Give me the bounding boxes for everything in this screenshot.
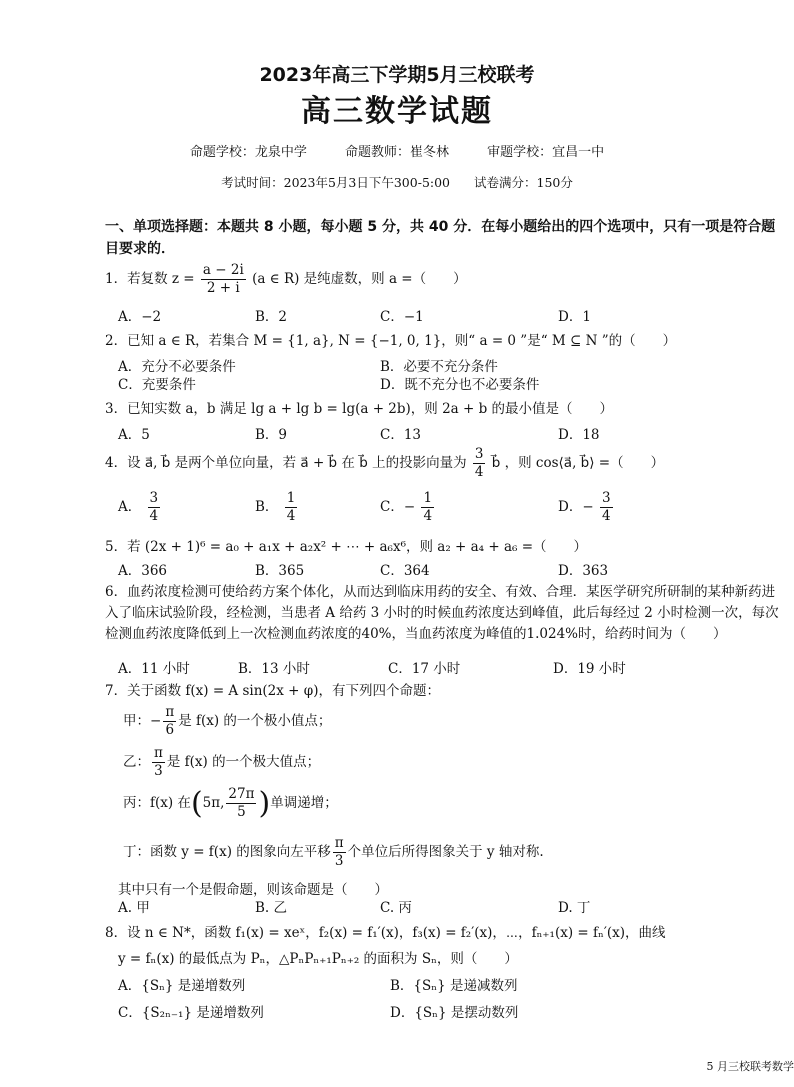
question-2: 2．已知 a ∈ R，若集合 M = {1, a}, N = {−1, 0, 1}，则“ a = 0 ”是“ M ⊆ N ”的（ ） xyxy=(105,333,677,349)
q5-option-a: A．366 xyxy=(118,563,168,579)
q4-b-fraction xyxy=(285,490,298,525)
q5-option-b: B．365 xyxy=(255,563,305,579)
q4-a-den: 4 xyxy=(149,508,159,524)
q1-pre: 1．若复数 z = xyxy=(105,271,195,287)
q7-bing-post: 单调递增； xyxy=(270,795,338,811)
q7-bing-a: 5π, xyxy=(202,795,225,811)
q7-jia-fraction xyxy=(163,704,176,739)
question-7: 7．关于函数 f(x) = A sin(2x + φ)，有下列四个命题： xyxy=(105,683,440,699)
q1-fraction xyxy=(201,262,246,297)
q7-ding-pre: 丁：函数 y = f(x) 的图象向左平移 xyxy=(123,844,331,860)
meta-review-school: 审题学校：宜昌一中 xyxy=(487,145,605,160)
q7-bing-pre: 丙：f(x) 在 xyxy=(123,795,191,811)
q4-d-label: D． xyxy=(558,499,583,515)
q4-post: b⃗ ，则 cos⟨a⃗, b⃗⟩ =（ ） xyxy=(491,455,665,471)
q7-ding-post: 个单位后所得图象关于 y 轴对称. xyxy=(347,844,544,860)
q4-denominator: 4 xyxy=(474,464,484,480)
exam-title: 高三数学试题 xyxy=(301,94,493,129)
meta-setter-school: 命题学校：龙泉中学 xyxy=(189,145,307,160)
q7-jia-post: 是 f(x) 的一个极小值点； xyxy=(178,713,332,729)
q8-option-d: D．{Sₙ} 是摆动数列 xyxy=(390,1005,519,1021)
q6-option-a: A．11 小时 xyxy=(118,661,190,677)
q7-proposition-bing xyxy=(123,786,338,821)
section-heading: 一、单项选择题：本题共 8 小题，每小题 5 分，共 40 分．在每小题给出的四个选项中，只有一项是符合题目要求的． xyxy=(105,219,776,257)
q7-bing-num: 27π xyxy=(228,786,255,802)
q4-a-fraction xyxy=(148,490,161,525)
q4-c-den: 4 xyxy=(423,508,433,524)
q1-denominator: 2 + i xyxy=(206,280,240,296)
question-1 xyxy=(105,262,785,297)
q7-option-a: A. 甲 xyxy=(118,900,150,916)
question-3: 3．已知实数 a，b 满足 lg a + lg b = lg(a + 2b)，则 2a + b 的最小值是（ ） xyxy=(105,401,614,417)
q4-a-num: 3 xyxy=(149,490,159,506)
q4-c-label: C． xyxy=(380,499,404,515)
question-4 xyxy=(105,446,785,481)
q7-yi-post: 是 f(x) 的一个极大值点； xyxy=(166,754,321,770)
q4-b-label: B． xyxy=(255,499,279,515)
q1-option-d: D．1 xyxy=(558,309,591,325)
q7-bing-lparen: ( xyxy=(190,786,203,821)
q2-option-c: C．充要条件 xyxy=(118,377,196,393)
q1-post: (a ∈ R) 是纯虚数，则 a =（ ） xyxy=(252,271,467,287)
question-8-line2: y = fₙ(x) 的最低点为 Pₙ，△PₙPₙ₊₁Pₙ₊₂ 的面积为 Sₙ，则（ ） xyxy=(118,951,518,967)
exam-meta xyxy=(0,141,794,160)
q8-option-a: A．{Sₙ} 是递增数列 xyxy=(118,978,246,994)
q8-option-b: B．{Sₙ} 是递减数列 xyxy=(390,978,518,994)
page-footer: 5 月三校联考数学 xyxy=(706,1060,794,1073)
q7-ding-num: π xyxy=(334,835,344,851)
q4-option-c xyxy=(380,490,436,525)
q4-c-fraction xyxy=(421,490,434,525)
q7-proposition-ding xyxy=(123,835,544,870)
q4-a-label: A． xyxy=(118,499,142,515)
q4-d-num: 3 xyxy=(601,490,611,506)
q2-option-a: A．充分不必要条件 xyxy=(118,359,236,375)
q7-yi-fraction xyxy=(152,745,165,780)
exam-time-line xyxy=(0,173,794,191)
q7-proposition-yi xyxy=(123,745,320,780)
q7-ding-fraction xyxy=(333,835,346,870)
q1-numerator: a − 2i xyxy=(202,262,244,278)
q3-option-c: C．13 xyxy=(380,427,422,443)
q7-option-c: C. 丙 xyxy=(380,900,412,916)
q2-option-b: B．必要不充分条件 xyxy=(380,359,498,375)
full-score: 试卷满分：150分 xyxy=(474,175,573,190)
exam-subtitle: 2023年高三下学期5月三校联考 xyxy=(259,64,535,86)
q4-d-den: 4 xyxy=(601,508,611,524)
q4-d-fraction xyxy=(600,490,613,525)
q3-option-b: B．9 xyxy=(255,427,288,443)
q7-yi-den: 3 xyxy=(154,763,163,779)
q7-jia-num: π xyxy=(165,704,175,720)
q7-jia-den: 6 xyxy=(165,722,175,738)
q7-ask: 其中只有一个是假命题，则该命题是（ ） xyxy=(118,882,388,898)
q4-numerator: 3 xyxy=(474,446,484,462)
meta-teacher: 命题教师：崔冬林 xyxy=(344,145,449,160)
question-5: 5．若 (2x + 1)⁶ = a₀ + a₁x + a₂x² + ⋯ + a₆x⁶，则 a₂ + a₄ + a₆ =（ ） xyxy=(105,539,588,555)
q4-b-num: 1 xyxy=(286,490,296,506)
q4-pre: 4．设 a⃗, b⃗ 是两个单位向量，若 a⃗ + b⃗ 在 b⃗ 上的投影向量为 xyxy=(105,455,467,471)
q4-option-a xyxy=(118,490,162,525)
exam-time: 考试时间：2023年5月3日下午300-5:00 xyxy=(221,175,451,190)
q7-ding-den: 3 xyxy=(334,853,344,869)
q6-option-b: B．13 小时 xyxy=(238,661,310,677)
q1-option-c: C．−1 xyxy=(380,309,424,325)
q4-b-den: 4 xyxy=(286,508,296,524)
q7-bing-fraction xyxy=(226,786,256,821)
question-8-line1: 8．设 n ∈ N*，函数 f₁(x) = xeˣ，f₂(x) = f₁′(x)，f₃(x) = f₂′(x)，⋯，fₙ₊₁(x) = fₙ′(x)，曲线 xyxy=(105,925,666,941)
q7-proposition-jia xyxy=(123,704,331,739)
q5-option-d: D．363 xyxy=(558,563,609,579)
q4-c-num: 1 xyxy=(423,490,433,506)
q7-jia-pre: 甲：− xyxy=(123,713,162,729)
q4-option-d xyxy=(558,490,615,525)
q6-option-d: D．19 小时 xyxy=(553,661,626,677)
question-6: 6．血药浓度检测可使给药方案个体化，从而达到临床用药的安全、有效、合理．某医学研究所研制的某种新药进入了临床试验阶段，经检测，当患者 A 给药 3 小时的时候血药浓度达到峰值，此后每经过 2 小时检测一次，每次检测血药浓度降低到上一次检测血药浓度的40%，当血药浓度为峰值的1.024%时，给药时间为（ ） xyxy=(105,584,779,642)
q7-bing-rparen: ) xyxy=(258,786,271,821)
q3-option-a: A．5 xyxy=(118,427,150,443)
q2-option-d: D．既不充分也不必要条件 xyxy=(380,377,540,393)
q4-option-b xyxy=(255,490,299,525)
q1-option-a: A．−2 xyxy=(118,309,162,325)
q4-fraction xyxy=(473,446,486,481)
q5-option-c: C．364 xyxy=(380,563,430,579)
q7-option-d: D. 丁 xyxy=(558,900,591,916)
q8-option-c: C．{S₂ₙ₋₁} 是递增数列 xyxy=(118,1005,264,1021)
q7-option-b: B. 乙 xyxy=(255,900,288,916)
q7-bing-den: 5 xyxy=(237,804,246,820)
q3-option-d: D．18 xyxy=(558,427,600,443)
q6-option-c: C．17 小时 xyxy=(388,661,461,677)
q4-c-sign: − xyxy=(403,499,416,515)
q7-yi-num: π xyxy=(154,745,163,761)
q1-option-b: B．2 xyxy=(255,309,288,325)
q4-d-sign: − xyxy=(582,499,594,515)
q7-yi-pre: 乙： xyxy=(123,754,150,770)
